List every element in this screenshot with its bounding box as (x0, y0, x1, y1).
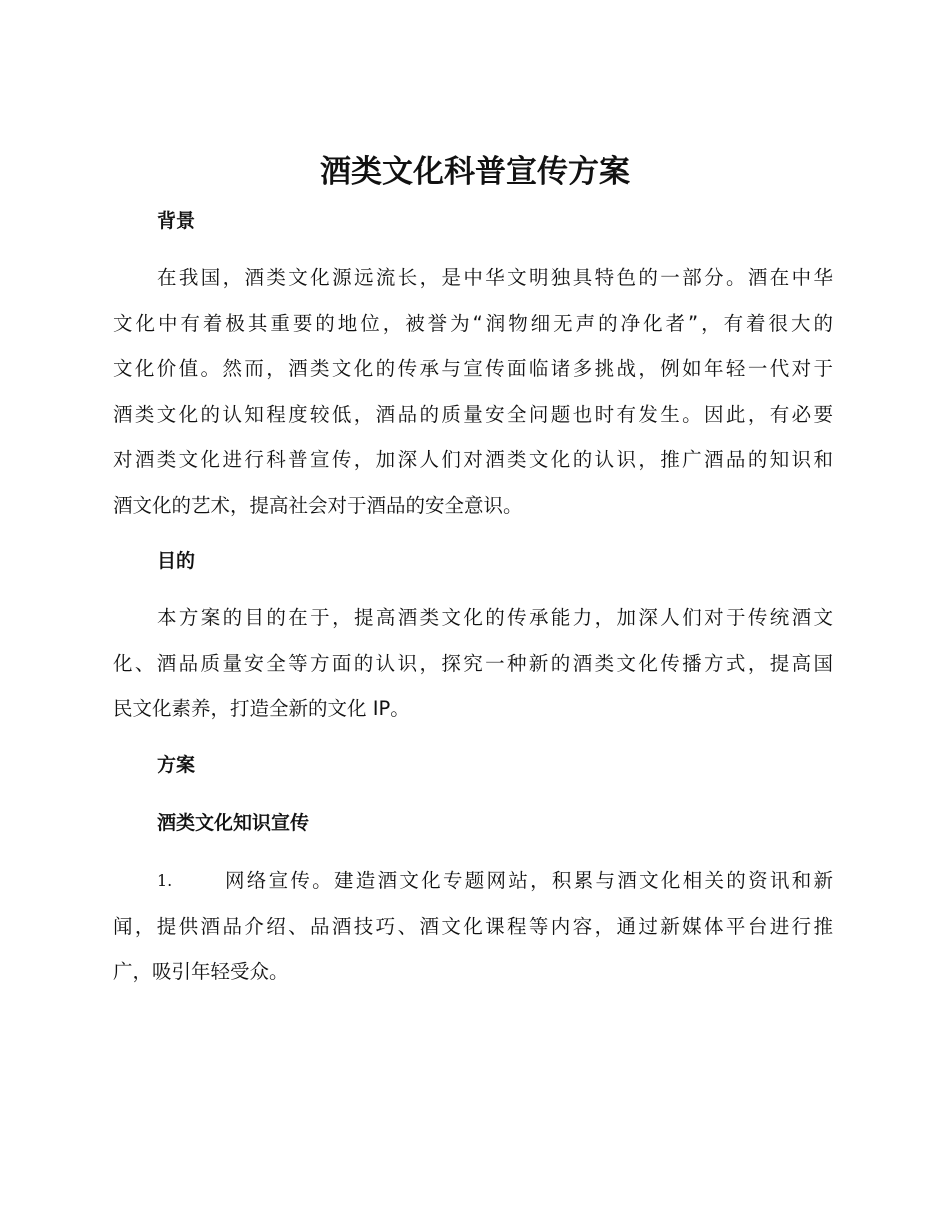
paragraph-line: 在我国，酒类文化源远流长，是中华文明独具特色的一部分。酒在中华 (157, 266, 833, 289)
paragraph-line: 民文化素养，打造全新的文化 IP。 (113, 697, 410, 721)
paragraph-line: 文化中有着极其重要的地位，被誉为“润物细无声的净化者”，有着很大的 (113, 311, 833, 335)
section-heading-purpose: 目的 (157, 550, 196, 572)
paragraph-line: 广，吸引年轻受众。 (113, 960, 289, 984)
paragraph-line: 网络宣传。建造酒文化专题网站，积累与酒文化相关的资讯和新 (225, 869, 833, 892)
document-title: 酒类文化科普宣传方案 (320, 154, 630, 190)
paragraph-line: 对酒类文化进行科普宣传，加深人们对酒类文化的认识，推广酒品的知识和 (113, 448, 833, 472)
list-number: 1. (157, 871, 173, 890)
paragraph-purpose (113, 595, 833, 732)
paragraph-line: 闻，提供酒品介绍、品酒技巧、酒文化课程等内容，通过新媒体平台进行推 (113, 914, 833, 938)
section-heading-plan: 方案 (157, 754, 196, 776)
paragraph-line: 酒类文化的认知程度较低，酒品的质量安全问题也时有发生。因此，有必要 (113, 402, 833, 426)
paragraph-line: 文化价值。然而，酒类文化的传承与宣传面临诸多挑战，例如年轻一代对于 (113, 357, 833, 381)
section-heading-background: 背景 (157, 210, 196, 232)
paragraph-background (113, 255, 833, 529)
paragraph-line: 本方案的目的在于，提高酒类文化的传承能力，加深人们对于传统酒文 (157, 606, 833, 629)
list-item-1 (113, 858, 833, 995)
paragraph-line: 酒文化的艺术，提高社会对于酒品的安全意识。 (113, 493, 523, 517)
list-item-first-line (113, 858, 833, 904)
subsection-heading-knowledge: 酒类文化知识宣传 (157, 812, 310, 834)
paragraph-line: 化、酒品质量安全等方面的认识，探究一种新的酒类文化传播方式，提高国 (113, 651, 833, 675)
